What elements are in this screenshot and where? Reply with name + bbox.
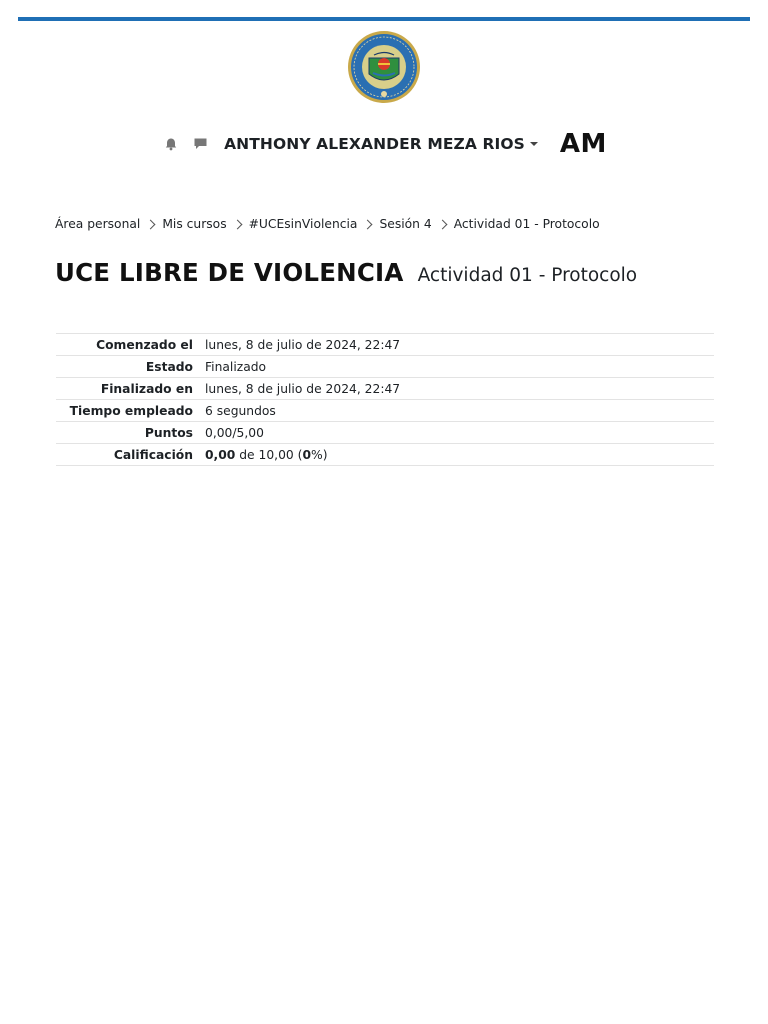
breadcrumb-item-area-personal[interactable]: Área personal (55, 217, 141, 231)
summary-row-finished (56, 378, 714, 400)
summary-label: Puntos (144, 425, 193, 440)
grade-percent: 0 (302, 447, 312, 462)
avatar[interactable]: AM (559, 129, 607, 159)
grade-value (205, 444, 714, 466)
summary-label: Estado (145, 359, 193, 374)
bell-icon[interactable] (161, 134, 181, 154)
summary-label: Calificación (113, 447, 193, 462)
course-title: UCE LIBRE DE VIOLENCIA (55, 258, 404, 287)
breadcrumb-item-activity[interactable]: Actividad 01 - Protocolo (453, 217, 600, 231)
summary-label: Comenzado el (96, 337, 193, 352)
university-logo[interactable] (347, 30, 421, 104)
summary-row-grade (56, 444, 714, 466)
breadcrumb-item-course[interactable]: #UCEsinViolencia (248, 217, 358, 231)
summary-value: Finalizado (205, 359, 267, 374)
summary-value: 0,00/5,00 (205, 425, 264, 440)
summary-label: Finalizado en (100, 381, 193, 396)
user-name[interactable]: ANTHONY ALEXANDER MEZA RIOS (224, 135, 525, 153)
quiz-summary-table (56, 333, 714, 466)
chevron-right-icon (232, 219, 242, 229)
user-menu-bar (0, 124, 768, 164)
grade-score: 0,00 (205, 447, 236, 462)
summary-label: Tiempo empleado (69, 403, 193, 418)
summary-row-started (56, 334, 714, 356)
summary-value: lunes, 8 de julio de 2024, 22:47 (205, 337, 401, 352)
summary-row-time (56, 400, 714, 422)
chat-bubble-icon[interactable] (190, 134, 210, 154)
page-title (55, 258, 637, 287)
breadcrumb-item-session[interactable]: Sesión 4 (379, 217, 432, 231)
chevron-down-icon[interactable] (530, 142, 538, 146)
grade-close: %) (311, 447, 328, 462)
breadcrumb (55, 215, 600, 233)
chevron-right-icon (146, 219, 156, 229)
grade-of: de 10,00 ( (235, 447, 303, 462)
activity-title: Actividad 01 - Protocolo (417, 265, 638, 286)
summary-value: 6 segundos (205, 403, 276, 418)
chevron-right-icon (437, 219, 447, 229)
breadcrumb-item-mis-cursos[interactable]: Mis cursos (162, 217, 227, 231)
chevron-right-icon (363, 219, 373, 229)
summary-value: lunes, 8 de julio de 2024, 22:47 (205, 381, 401, 396)
top-accent-bar (18, 17, 750, 21)
summary-row-state (56, 356, 714, 378)
university-seal-icon (347, 30, 421, 104)
summary-row-points (56, 422, 714, 444)
